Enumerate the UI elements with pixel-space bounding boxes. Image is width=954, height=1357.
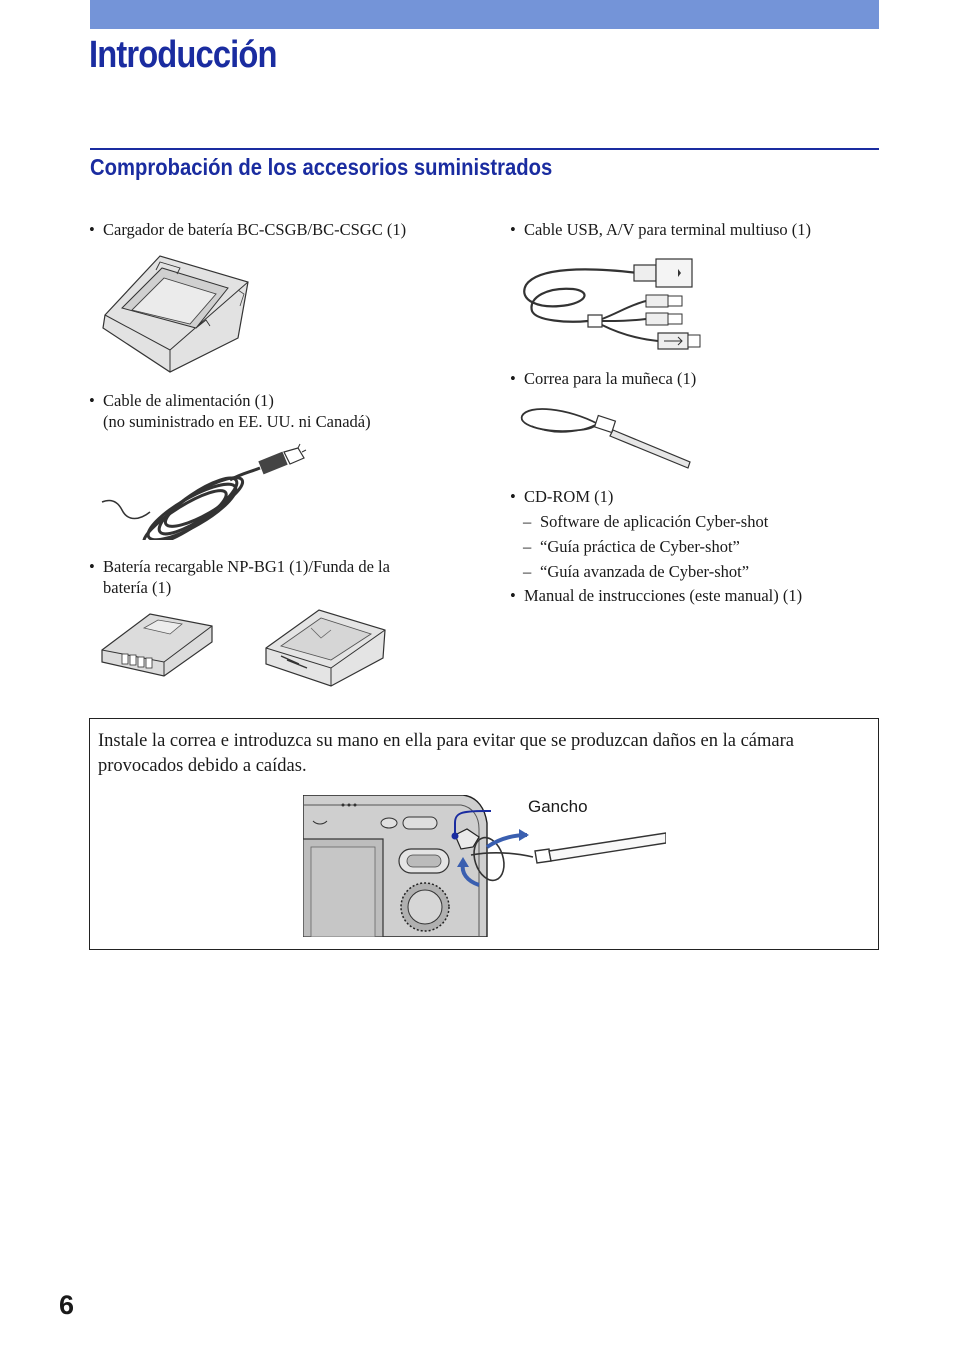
power-cable-label: Cable de alimentación (1) <box>103 391 274 410</box>
cdrom-item-advanced-guide <box>523 561 750 582</box>
bullet: • <box>510 220 516 239</box>
camera-strap-illustration <box>303 795 666 937</box>
battery-case-illustration <box>263 608 388 688</box>
bullet: • <box>89 557 95 576</box>
list-item-battery <box>89 556 390 598</box>
cdrom-label: CD-ROM (1) <box>524 487 614 506</box>
cdrom-item-practical-guide <box>523 536 740 557</box>
notice-text: Instale la correa e introduzca su mano en ella para evitar que se produzcan daños en la cámara provocados debido a caídas. <box>98 731 794 776</box>
bullet: • <box>89 391 95 410</box>
list-item-wrist-strap <box>510 368 697 389</box>
list-item-usb-cable <box>510 219 812 240</box>
dash: – <box>523 512 532 531</box>
list-item-cdrom <box>510 486 614 507</box>
list-item-charger <box>89 219 407 240</box>
power-cable-illustration <box>100 440 310 540</box>
section-divider <box>90 148 879 150</box>
dash: – <box>523 537 532 556</box>
header-bar <box>90 0 879 29</box>
battery-illustration <box>100 612 215 680</box>
page-title: Introducción <box>89 34 277 76</box>
battery-label: Batería recargable NP-BG1 (1)/Funda de la <box>103 557 390 576</box>
cdrom-item-text: “Guía práctica de Cyber-shot” <box>540 537 740 556</box>
hook-label: Gancho <box>528 797 588 816</box>
bullet: • <box>510 369 516 388</box>
cdrom-item-software <box>523 511 769 532</box>
section-title: Comprobación de los accesorios suministrados <box>90 154 553 180</box>
strap-notice-box <box>89 718 879 950</box>
battery-label-continued: batería (1) <box>103 578 172 597</box>
wrist-strap-illustration <box>518 402 698 474</box>
usb-av-cable-illustration <box>518 255 703 355</box>
charger-label: Cargador de batería BC-CSGB/BC-CSGC (1) <box>103 220 407 239</box>
page-number: 6 <box>59 1290 75 1320</box>
manual-label: Manual de instrucciones (este manual) (1) <box>524 586 803 605</box>
usb-cable-label: Cable USB, A/V para terminal multiuso (1) <box>524 220 812 239</box>
battery-charger-illustration <box>100 250 250 375</box>
list-item-manual <box>510 585 803 606</box>
list-item-power-cable <box>89 390 371 432</box>
bullet: • <box>89 220 95 239</box>
cdrom-item-text: “Guía avanzada de Cyber-shot” <box>540 562 750 581</box>
dash: – <box>523 562 532 581</box>
wrist-strap-label: Correa para la muñeca (1) <box>524 369 697 388</box>
bullet: • <box>510 586 516 605</box>
bullet: • <box>510 487 516 506</box>
power-cable-note: (no suministrado en EE. UU. ni Canadá) <box>103 412 371 431</box>
cdrom-item-text: Software de aplicación Cyber-shot <box>540 512 769 531</box>
